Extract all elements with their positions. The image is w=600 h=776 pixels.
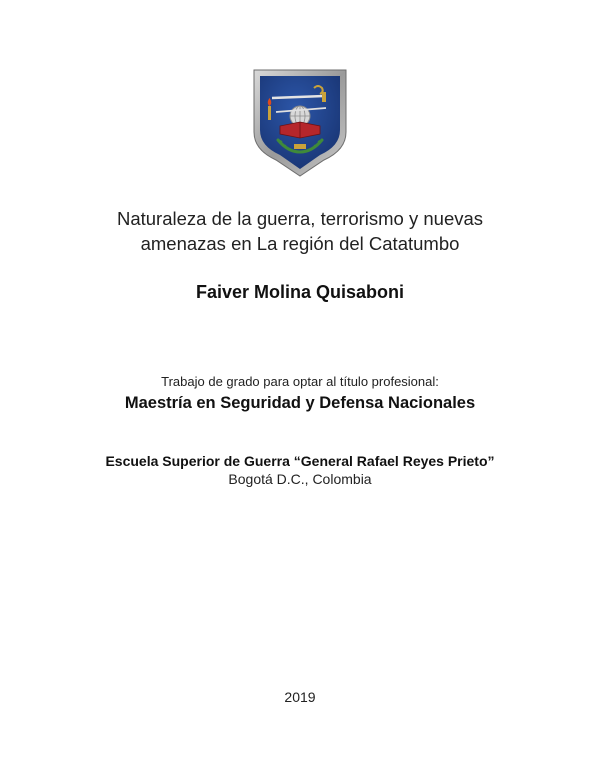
document-title-line-1: Naturaleza de la guerra, terrorismo y nuevas [116,208,484,229]
school-name: Escuela Superior de Guerra “General Rafael Reyes Prieto” [105,453,495,469]
document-title-line-2: amenazas en La región del Catatumbo [140,233,460,254]
author-name: Faiver Molina Quisaboni [195,282,405,302]
degree-title: Maestría en Seguridad y Defensa Nacionales [124,394,476,412]
thesis-note: Trabajo de grado para optar al título profesional: [161,374,439,389]
city-name: Bogotá D.C., Colombia [228,471,372,487]
year: 2019 [284,689,316,705]
military-school-crest-icon [252,68,348,178]
